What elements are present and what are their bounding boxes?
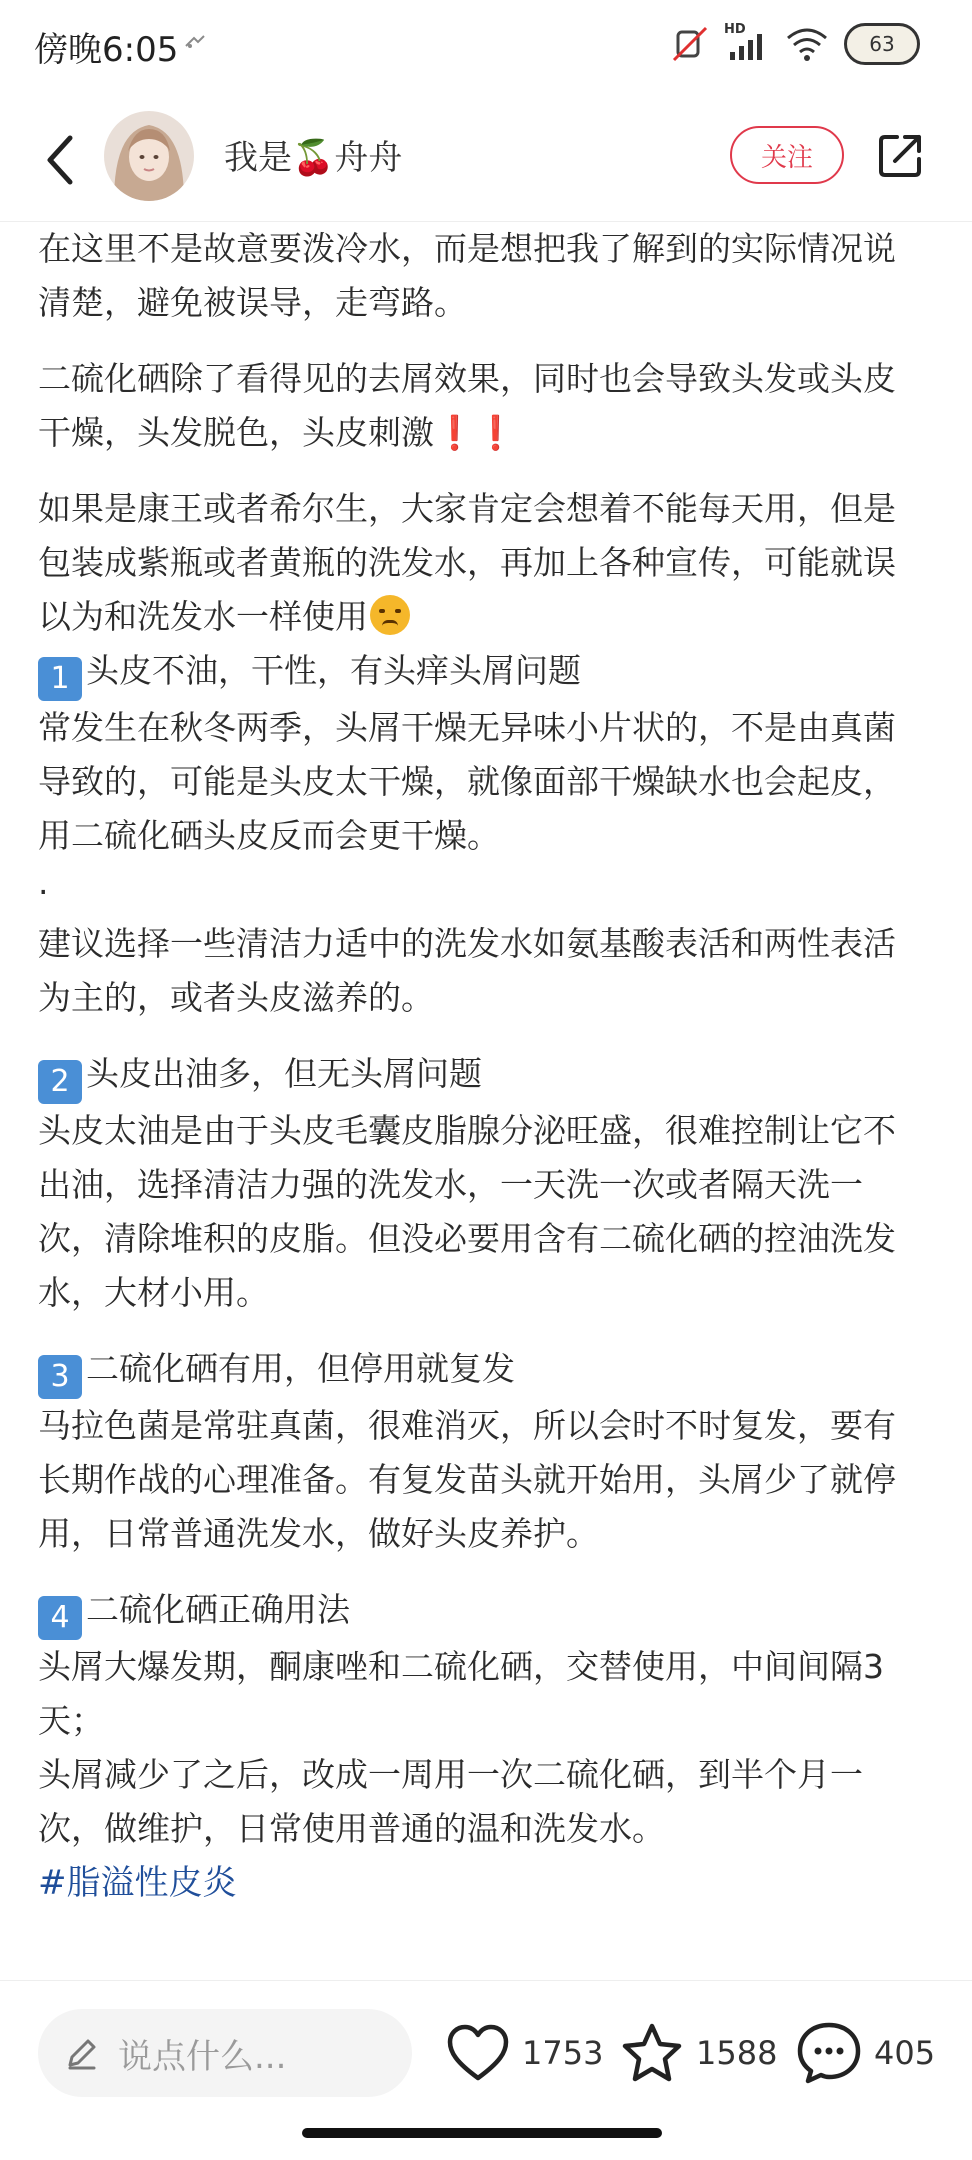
- bottom-action-bar: [0, 1980, 972, 2120]
- paragraph: 头皮太油是由于头皮毛囊皮脂腺分泌旺盛，很难控制让它不出油，选择清洁力强的洗发水，一天洗一次或者隔天洗一次，清除堆积的皮脂。但没必要用含有二硫化硒的控油洗发水，大材小用。: [38, 1111, 896, 1312]
- paragraph: 头屑大爆发期，酮康唑和二硫化硒，交替使用，中间间隔3天；: [38, 1647, 884, 1740]
- network-type: HD: [724, 22, 746, 37]
- mute-icon: [670, 24, 710, 64]
- paragraph: [38, 352, 918, 460]
- chat-bubble-icon: [796, 2021, 862, 2085]
- comment-count: 405: [874, 2034, 936, 2072]
- section-title: [38, 1342, 918, 1399]
- section-title: [38, 644, 918, 701]
- angry-face-icon: [370, 595, 410, 635]
- section-title-text: 二硫化硒正确用法: [86, 1590, 350, 1629]
- comment-button[interactable]: [796, 2011, 935, 2095]
- signal-icon: [724, 24, 770, 64]
- share-button[interactable]: [872, 128, 928, 184]
- paragraph: 头屑减少了之后，改成一周用一次二硫化硒，到半个月一次，做维护，日常使用普通的温和洗发水。: [38, 1755, 863, 1848]
- star-icon: [620, 2022, 684, 2084]
- pencil-icon: [64, 2035, 100, 2071]
- paragraph: 建议选择一些清洁力适中的洗发水如氨基酸表活和两性表活为主的，或者头皮滋养的。: [38, 924, 896, 1017]
- author-name[interactable]: 我是🍒舟舟: [224, 138, 403, 178]
- number-badge: 2: [38, 1060, 82, 1104]
- paragraph: 马拉色菌是常驻真菌，很难消灭，所以会时不时复发，要有长期作战的心理准备。有复发苗头就开始用，头屑少了就停用，日常普通洗发水，做好头皮养护。: [38, 1406, 896, 1553]
- follow-button[interactable]: 关注: [730, 126, 844, 184]
- comment-input[interactable]: [38, 2009, 412, 2097]
- paragraph: [38, 482, 918, 644]
- like-button[interactable]: [446, 2011, 603, 2095]
- signal-indicator: [724, 24, 770, 64]
- post-header: [0, 100, 972, 222]
- like-count: 1753: [522, 2034, 604, 2072]
- battery-indicator: [844, 23, 920, 65]
- paragraph: 常发生在秋冬两季，头屑干燥无异味小片状的，不是由真菌导致的，可能是头皮太干燥，就像面部干燥缺水也会起皮，用二硫化硒头皮反而会更干燥。: [38, 708, 896, 855]
- wifi-icon: [784, 22, 830, 66]
- notification-icon: [184, 34, 206, 50]
- section-title: [38, 1047, 918, 1104]
- dot-line: .: [38, 863, 49, 902]
- battery-level: 63: [869, 32, 895, 56]
- section-title: [38, 1583, 918, 1640]
- number-badge: 1: [38, 657, 82, 701]
- share-icon: [875, 131, 925, 181]
- section-title-text: 头皮出油多，但无头屑问题: [86, 1054, 482, 1093]
- heart-icon: [446, 2024, 510, 2082]
- home-indicator[interactable]: [302, 2128, 662, 2138]
- section-title-text: 二硫化硒有用，但停用就复发: [86, 1349, 515, 1388]
- post-content: [38, 222, 918, 1910]
- paragraph-text: 如果是康王或者希尔生，大家肯定会想着不能每天用，但是包装成紫瓶或者黄瓶的洗发水，再加上各种宣传，可能就误以为和洗发水一样使用: [38, 489, 896, 636]
- collect-count: 1588: [696, 2034, 778, 2072]
- collect-button[interactable]: [620, 2011, 777, 2095]
- status-bar: [0, 0, 972, 88]
- avatar-image: [104, 111, 194, 201]
- chevron-left-icon: [42, 134, 78, 186]
- exclamation-marks: ❗❗: [434, 413, 517, 452]
- paragraph-text: 二硫化硒除了看得见的去屑效果，同时也会导致头发或头皮干燥，头发脱色，头皮刺激: [38, 359, 896, 452]
- hashtag-link[interactable]: #脂溢性皮炎: [38, 1863, 237, 1903]
- avatar[interactable]: [104, 111, 194, 201]
- number-badge: 3: [38, 1355, 82, 1399]
- section-title-text: 头皮不油，干性，有头痒头屑问题: [86, 651, 581, 690]
- status-icons: [670, 18, 920, 70]
- number-badge: 4: [38, 1596, 82, 1640]
- back-button[interactable]: [30, 130, 90, 190]
- paragraph: 在这里不是故意要泼冷水，而是想把我了解到的实际情况说清楚，避免被误导，走弯路。: [38, 229, 896, 322]
- comment-placeholder: 说点什么...: [118, 2036, 287, 2077]
- status-time: 傍晚6:05: [34, 30, 179, 70]
